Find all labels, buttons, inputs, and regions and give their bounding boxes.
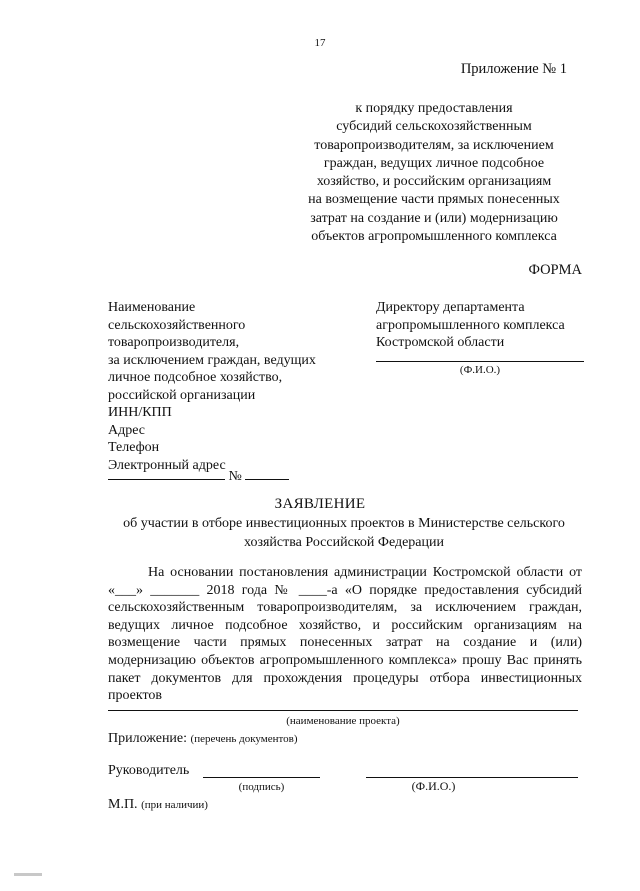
appendix-line: объектов агропромышленного комплекса [311, 229, 557, 245]
addressee-fio-blank[interactable] [376, 361, 584, 362]
addressee-fio-caption: (Ф.И.О.) [459, 364, 501, 376]
addressee-line: агропромышленного комплекса [376, 317, 565, 333]
applicant-line: Телефон [108, 440, 160, 455]
subtitle-line: об участии в отборе инвестиционных проектов в Министерстве сельского [123, 516, 565, 531]
applicant-line: российской организации [108, 387, 256, 403]
application-body [108, 564, 582, 705]
appendix-line: субсидий сельскохозяйственным [336, 119, 532, 135]
attachment-line [108, 731, 298, 747]
project-name-blank[interactable] [108, 710, 578, 711]
signature-blank[interactable] [203, 777, 320, 778]
appendix-description [300, 100, 568, 246]
appendix-title: Приложение № 1 [460, 61, 567, 77]
page-number: 17 [314, 37, 326, 49]
scan-artifact [14, 873, 42, 876]
applicant-line: Адрес [108, 422, 146, 438]
appendix-line: хозяйство, и российским организациям [316, 174, 552, 190]
appendix-line: на возмещение части прямых понесенных [308, 192, 560, 208]
head-fio-blank[interactable] [366, 777, 578, 778]
addressee-line: Директору департамента [376, 300, 525, 315]
appendix-line: затрат на создание и (или) модернизацию [310, 210, 558, 226]
applicant-line: Электронный адрес [108, 457, 226, 473]
applicant-line: за исключением граждан, ведущих [108, 352, 316, 368]
body-paragraph: На основании постановления администрации Костромской области от «___» _______ 2018 года № ____-а «О порядке предоставления субсидий сельскохозяйственным товаропроизводителям, за исключением граждан, ведущих личное подсобное хозяйство, и российским организациям на возмещение части прямых понесенных затрат на создание и (или) модернизацию объектов агропромышленного комплекса» прошу Вас принять пакет документов для прохождения процедуры отбора инвестиционных проектов [108, 565, 582, 704]
subtitle-line: хозяйства Российской Федерации [243, 534, 444, 550]
attachment-label: Приложение: [108, 731, 188, 746]
registration-number-line [108, 465, 289, 485]
applicant-line: товаропроизводителя, [108, 335, 240, 350]
appendix-line: граждан, ведущих личное подсобное [323, 155, 545, 171]
head-fio-caption: (Ф.И.О.) [411, 779, 456, 793]
appendix-line: к порядку предоставления [355, 101, 513, 116]
document-subtitle [108, 515, 580, 552]
applicant-details [108, 299, 316, 474]
appendix-line: товаропроизводителям, за исключением [314, 137, 554, 153]
addressee [376, 299, 565, 352]
seal-label: М.П. [108, 797, 138, 812]
applicant-line: Наименование [108, 300, 196, 315]
applicant-line: сельскохозяйственного [108, 317, 246, 333]
number-sign: № [228, 469, 242, 484]
date-blank[interactable] [108, 465, 225, 480]
addressee-line: Костромской области [376, 335, 505, 350]
seal-line [108, 797, 208, 813]
project-name-caption: (наименование проекта) [286, 715, 400, 727]
signature-caption: (подпись) [238, 781, 285, 793]
seal-hint: (при наличии) [141, 799, 208, 811]
head-label: Руководитель [108, 763, 190, 778]
document-title: ЗАЯВЛЕНИЕ [274, 496, 366, 512]
applicant-line: личное подсобное хозяйство, [108, 370, 283, 385]
attachment-hint: (перечень документов) [190, 733, 298, 745]
number-blank[interactable] [245, 465, 289, 480]
applicant-line: ИНН/КПП [108, 405, 172, 420]
form-label: ФОРМА [528, 262, 582, 278]
